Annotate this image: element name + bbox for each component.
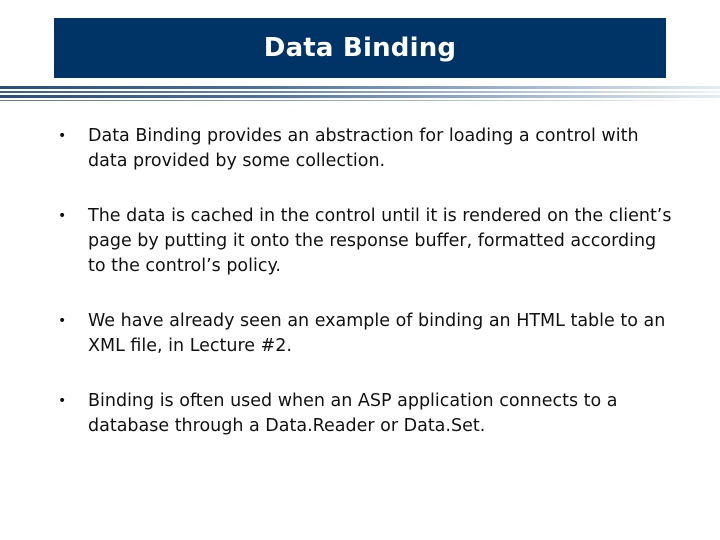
bullet-dot-icon: • bbox=[58, 313, 67, 329]
bullet-text: We have already seen an example of binding an HTML table to an XML file, in Lecture #2. bbox=[88, 311, 666, 356]
bullet-dot-icon: • bbox=[58, 128, 67, 144]
header-divider-line bbox=[0, 91, 720, 93]
header-divider-line bbox=[0, 95, 720, 98]
bullet-list bbox=[58, 124, 678, 439]
bullet-item bbox=[58, 389, 678, 439]
bullet-item bbox=[58, 309, 678, 359]
slide-title: Data Binding bbox=[263, 33, 457, 63]
bullet-dot-icon: • bbox=[58, 208, 67, 224]
bullet-item bbox=[58, 124, 678, 174]
header-divider-line bbox=[0, 86, 720, 89]
slide-title-bar bbox=[54, 18, 666, 78]
header-divider-line bbox=[0, 100, 720, 101]
bullet-text: The data is cached in the control until it is rendered on the client’s page by putting it onto the response buffer, formatted according to the control’s policy. bbox=[88, 206, 672, 276]
bullet-item bbox=[58, 204, 678, 279]
bullet-dot-icon: • bbox=[58, 393, 67, 409]
bullet-text: Binding is often used when an ASP application connects to a database through a Data.Reader or Data.Set. bbox=[88, 391, 618, 436]
bullet-text: Data Binding provides an abstraction for loading a control with data provided by some collection. bbox=[88, 126, 639, 171]
